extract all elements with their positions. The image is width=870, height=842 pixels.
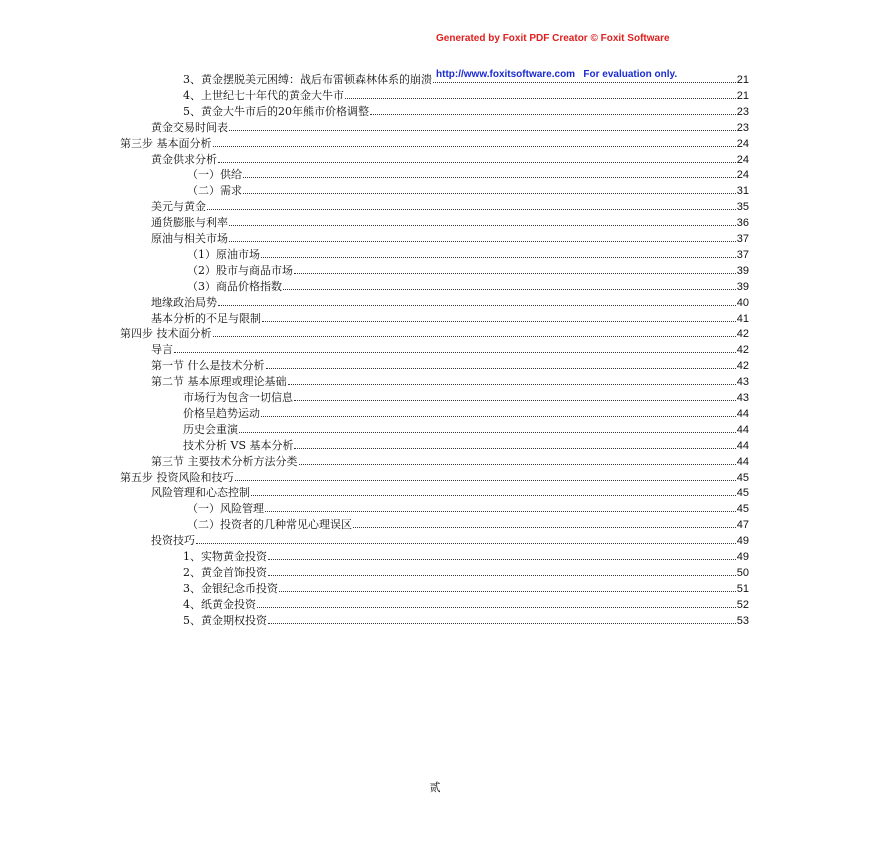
toc-entry[interactable]	[120, 470, 749, 485]
toc-entry-title: （一）供给	[187, 168, 242, 181]
toc-entry-page: 42	[736, 344, 749, 356]
toc-entry-title: 技术分析 VS 基本分析	[183, 439, 294, 452]
toc-dot-leader	[268, 613, 736, 624]
toc-dot-leader	[294, 438, 735, 449]
toc-entry-page: 42	[736, 360, 749, 372]
toc-entry-page: 24	[736, 154, 749, 166]
toc-entry[interactable]	[151, 358, 749, 373]
toc-entry-page: 44	[736, 408, 749, 420]
toc-entry-title: 1、实物黄金投资	[183, 550, 267, 563]
toc-dot-leader	[235, 470, 736, 481]
toc-entry-page: 23	[736, 106, 749, 118]
toc-dot-leader	[262, 311, 736, 322]
toc-entry[interactable]	[151, 485, 749, 500]
toc-entry-page: 43	[736, 392, 749, 404]
toc-entry-title: （2）股市与商品市场	[187, 264, 293, 277]
toc-dot-leader	[239, 422, 736, 433]
toc-entry-page: 44	[736, 456, 749, 468]
toc-entry-title: 市场行为包含一切信息	[183, 391, 293, 404]
toc-dot-leader	[294, 263, 736, 274]
toc-entry-page: 42	[736, 328, 749, 340]
toc-entry-title: （3）商品价格指数	[187, 280, 282, 293]
toc-entry-page: 21	[736, 90, 749, 102]
toc-entry[interactable]	[183, 88, 749, 103]
toc-entry-page: 23	[736, 122, 749, 134]
toc-entry-title: 风险管理和心态控制	[151, 486, 250, 499]
toc-entry[interactable]	[187, 517, 749, 532]
toc-entry[interactable]	[187, 263, 749, 278]
toc-entry-title: 第二节 基本原理或理论基础	[151, 375, 287, 388]
toc-entry[interactable]	[183, 438, 749, 453]
toc-entry-page: 43	[736, 376, 749, 388]
toc-entry-page: 44	[736, 424, 749, 436]
toc-entry[interactable]	[151, 120, 749, 135]
toc-entry-title: 黄金供求分析	[151, 153, 217, 166]
toc-dot-leader	[257, 597, 736, 608]
toc-dot-leader	[207, 199, 736, 210]
toc-entry-title: 第四步 技术面分析	[120, 327, 212, 340]
toc-entry-title: 基本分析的不足与限制	[151, 312, 261, 325]
toc-entry[interactable]	[151, 374, 749, 389]
toc-entry[interactable]	[183, 613, 749, 628]
toc-entry[interactable]	[183, 422, 749, 437]
toc-entry-title: （一）风险管理	[187, 502, 264, 515]
toc-dot-leader	[299, 454, 736, 465]
toc-entry[interactable]	[151, 152, 749, 167]
watermark-line-1: Generated by Foxit PDF Creator © Foxit Software	[436, 33, 670, 44]
toc-entry[interactable]	[183, 549, 749, 564]
toc-entry-page: 39	[736, 265, 749, 277]
toc-dot-leader	[283, 279, 736, 290]
toc-entry[interactable]	[151, 231, 749, 246]
toc-entry-title: 4、纸黄金投资	[183, 598, 256, 611]
toc-dot-leader	[268, 565, 736, 576]
toc-entry-title: 美元与黄金	[151, 200, 206, 213]
toc-entry-title: 通货膨胀与利率	[151, 216, 228, 229]
toc-dot-leader	[353, 517, 736, 528]
toc-entry-title: 黄金交易时间表	[151, 121, 228, 134]
toc-entry-title: 投资技巧	[151, 534, 195, 547]
toc-entry-title: 历史会重演	[183, 423, 238, 436]
toc-dot-leader	[251, 485, 736, 496]
toc-entry-title: （1）原油市场	[187, 248, 260, 261]
toc-entry-page: 52	[736, 599, 749, 611]
toc-entry[interactable]	[120, 136, 749, 151]
toc-entry[interactable]	[151, 454, 749, 469]
toc-dot-leader	[243, 167, 736, 178]
toc-entry-title: （二）投资者的几种常见心理误区	[187, 518, 352, 531]
toc-entry[interactable]	[187, 183, 749, 198]
toc-dot-leader	[229, 120, 736, 131]
toc-entry-page: 31	[736, 185, 749, 197]
toc-entry-page: 49	[736, 551, 749, 563]
toc-entry-title: 3、黄金摆脱美元困缚：战后布雷顿森林体系的崩溃	[183, 73, 432, 86]
toc-entry[interactable]	[151, 215, 749, 230]
toc-dot-leader	[229, 215, 736, 226]
toc-dot-leader	[265, 501, 736, 512]
toc-entry-title: 3、金银纪念币投资	[183, 582, 278, 595]
toc-entry-title: 价格呈趋势运动	[183, 407, 260, 420]
toc-entry-page: 45	[736, 487, 749, 499]
toc-dot-leader	[261, 247, 736, 258]
toc-dot-leader	[370, 104, 736, 115]
toc-entry[interactable]	[151, 311, 749, 326]
toc-entry-title: 第三步 基本面分析	[120, 137, 212, 150]
toc-entry-title: 原油与相关市场	[151, 232, 228, 245]
toc-entry-page: 49	[736, 535, 749, 547]
toc-dot-leader	[196, 533, 736, 544]
toc-entry-page: 35	[736, 201, 749, 213]
toc-dot-leader	[288, 374, 736, 385]
toc-entry-title: 第五步 投资风险和技巧	[120, 471, 234, 484]
toc-dot-leader	[218, 152, 736, 163]
toc-entry-page: 39	[736, 281, 749, 293]
toc-entry-page: 41	[736, 313, 749, 325]
toc-entry[interactable]	[151, 199, 749, 214]
toc-entry-title: 5、黄金期权投资	[183, 614, 267, 627]
toc-entry-page: 37	[736, 233, 749, 245]
toc-dot-leader	[268, 549, 736, 560]
toc-dot-leader	[213, 326, 736, 337]
toc-dot-leader	[294, 390, 736, 401]
toc-entry[interactable]	[187, 501, 749, 516]
toc-entry-page: 24	[736, 169, 749, 181]
toc-entry-title: 导言	[151, 343, 173, 356]
page-number: 贰	[429, 781, 441, 794]
toc-entry[interactable]	[120, 326, 749, 341]
toc-dot-leader	[218, 295, 736, 306]
toc-dot-leader	[243, 183, 736, 194]
toc-entry[interactable]	[183, 72, 749, 87]
toc-entry-title: 第一节 什么是技术分析	[151, 359, 265, 372]
toc-entry[interactable]	[151, 342, 749, 357]
toc-entry[interactable]	[187, 247, 749, 262]
toc-dot-leader	[213, 136, 736, 147]
toc-dot-leader	[345, 88, 736, 99]
toc-dot-leader	[174, 342, 736, 353]
toc-entry-page: 36	[736, 217, 749, 229]
toc-entry-page: 44	[736, 440, 749, 452]
toc-entry-page: 45	[736, 472, 749, 484]
toc-entry-page: 40	[736, 297, 749, 309]
toc-entry-page: 37	[736, 249, 749, 261]
toc-entry[interactable]	[183, 390, 749, 405]
toc-entry-title: 地缘政治局势	[151, 296, 217, 309]
toc-entry-title: 第三节 主要技术分析方法分类	[151, 455, 298, 468]
toc-dot-leader	[266, 358, 736, 369]
toc-entry-title: 5、黄金大牛市后的20年熊市价格调整	[183, 105, 369, 118]
toc-entry[interactable]	[151, 533, 749, 548]
toc-entry-page: 21	[736, 74, 749, 86]
toc-entry-page: 45	[736, 503, 749, 515]
toc-entry-page: 53	[736, 615, 749, 627]
toc-entry[interactable]	[183, 581, 749, 596]
toc-entry[interactable]	[151, 295, 749, 310]
toc-entry[interactable]	[183, 565, 749, 580]
toc-entry[interactable]	[187, 279, 749, 294]
toc-entry-page: 24	[736, 138, 749, 150]
toc-entry-page: 51	[736, 583, 749, 595]
watermark-link[interactable]: http://www.foxitsoftware.com For evaluation only.	[436, 69, 678, 80]
toc-entry-title: 4、上世纪七十年代的黄金大牛市	[183, 89, 344, 102]
toc-dot-leader	[229, 231, 736, 242]
toc-entry[interactable]	[183, 597, 749, 612]
toc-entry-title: 2、黄金首饰投资	[183, 566, 267, 579]
toc-entry[interactable]	[187, 167, 749, 182]
toc-dot-leader	[433, 72, 736, 83]
toc-entry[interactable]	[183, 104, 749, 119]
toc-dot-leader	[261, 406, 736, 417]
toc-entry-page: 50	[736, 567, 749, 579]
toc-entry-page: 47	[736, 519, 749, 531]
toc-entry[interactable]	[183, 406, 749, 421]
toc-entry-title: （二）需求	[187, 184, 242, 197]
toc-dot-leader	[279, 581, 736, 592]
